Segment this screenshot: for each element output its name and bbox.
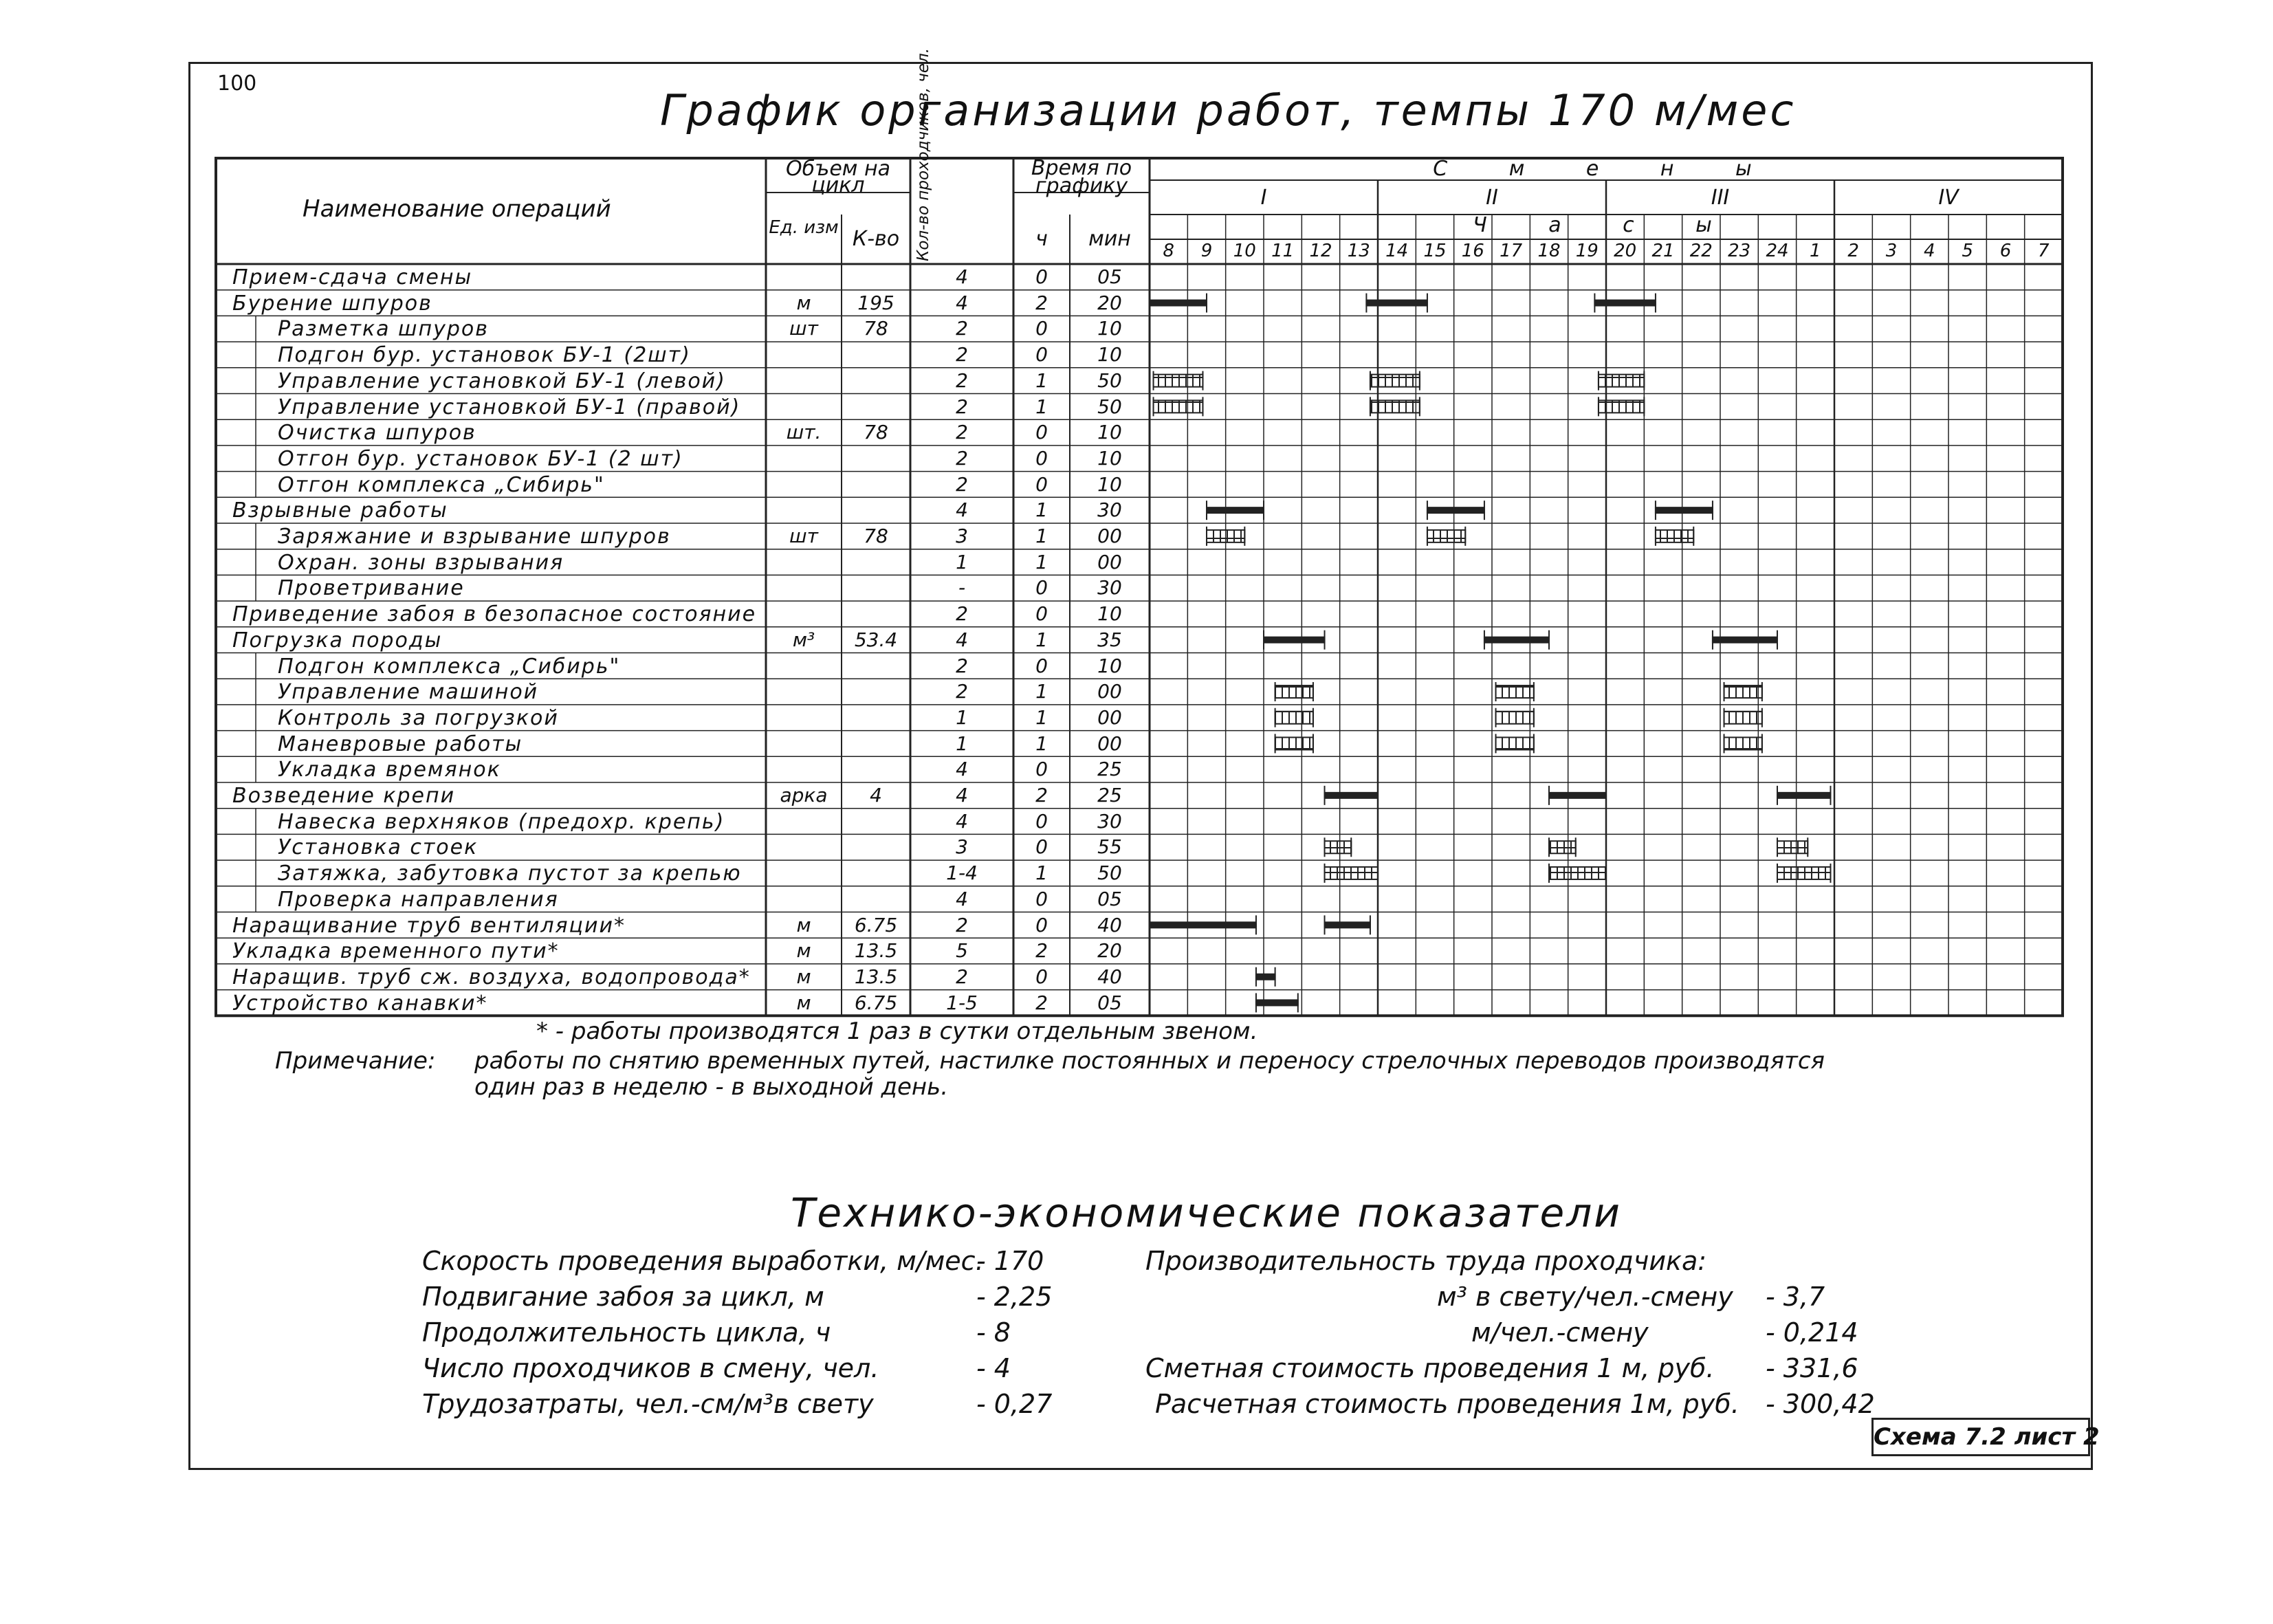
row-workers: 4 [956, 265, 968, 288]
operation-name: Маневровые работы [278, 732, 523, 756]
row-minutes: 00 [1097, 680, 1122, 703]
operation-name: Проверка направления [278, 887, 559, 912]
indicator-value: - 170 [976, 1246, 1044, 1276]
row-workers: 4 [956, 887, 968, 910]
indicator-label: Число проходчиков в смену, чел. [422, 1353, 879, 1383]
operation-name: Приведение забоя в безопасное состояние [232, 602, 757, 627]
row-minutes: 30 [1097, 498, 1122, 522]
operation-name: Подгон бур. установок БУ-1 (2шт) [278, 343, 691, 368]
operation-name: Наращивание труб вентиляции* [232, 913, 626, 938]
row-workers: 4 [956, 628, 968, 651]
schedule-bar-hatched [1207, 530, 1244, 542]
operation-name: Охран. зоны взрывания [278, 550, 564, 575]
row-workers: 2 [956, 395, 968, 418]
schedule-bar [1427, 507, 1484, 513]
schedule-bar [1264, 637, 1325, 643]
indicator-value: - 2,25 [976, 1282, 1053, 1312]
row-workers: 2 [956, 421, 968, 444]
row-hours: 0 [1035, 317, 1048, 340]
row-hours: 0 [1035, 809, 1048, 833]
hour-label: 8 [1163, 241, 1174, 261]
operation-name: Укладка временного пути* [232, 939, 560, 964]
row-qty: 78 [864, 525, 888, 547]
schedule-bar [1484, 637, 1549, 643]
row-workers: 1 [956, 550, 968, 573]
row-hours: 0 [1035, 887, 1048, 910]
minutes-header: мин [1088, 227, 1131, 251]
schedule-bar [1256, 974, 1275, 980]
schedule-bar-hatched [1496, 712, 1534, 724]
indicator-label: Расчетная стоимость проведения 1м, руб. [1155, 1389, 1739, 1419]
row-hours: 1 [1035, 395, 1048, 418]
row-workers: 2 [956, 369, 968, 392]
schedule-bar-hatched [1724, 685, 1762, 698]
operation-name: Подгон комплекса „Сибирь" [278, 654, 621, 679]
row-hours: 1 [1035, 680, 1048, 703]
schedule-bar [1207, 507, 1264, 513]
row-minutes: 05 [1097, 991, 1122, 1014]
row-minutes: 10 [1097, 472, 1122, 496]
schedule-bar-hatched [1370, 375, 1420, 387]
row-minutes: 10 [1097, 602, 1122, 626]
operation-name: Управление установкой БУ-1 (правой) [278, 395, 741, 419]
schedule-bar [1656, 507, 1713, 513]
schedule-bar-hatched [1724, 712, 1762, 724]
operation-name: Проветривание [278, 576, 465, 601]
row-workers: 2 [956, 680, 968, 703]
row-qty: 78 [864, 421, 888, 444]
operation-name: Контроль за погрузкой [278, 705, 559, 730]
schedule-bar-hatched [1427, 530, 1465, 542]
workers-header: Кол-во проходчиков, чел. [914, 47, 932, 261]
row-minutes: 40 [1097, 913, 1122, 936]
row-minutes: 50 [1097, 862, 1122, 885]
hour-label: 13 [1347, 241, 1370, 261]
row-hours: 0 [1035, 265, 1048, 288]
row-minutes: 10 [1097, 317, 1122, 340]
operation-name: Возведение крепи [232, 784, 456, 808]
operation-name: Бурение шпуров [232, 291, 432, 316]
operation-name: Заряжание и взрывание шпуров [278, 525, 671, 549]
row-workers: 2 [956, 343, 968, 366]
row-minutes: 25 [1097, 758, 1122, 781]
row-hours: 0 [1035, 835, 1048, 859]
row-qty: 195 [857, 291, 894, 314]
operation-name: Укладка времянок [278, 758, 501, 782]
row-minutes: 30 [1097, 576, 1122, 600]
shift-label: II [1486, 186, 1498, 210]
row-qty: 13.5 [854, 965, 898, 988]
indicator-label: Подвигание забоя за цикл, м [422, 1282, 824, 1312]
schedule-bar-hatched [1777, 867, 1830, 879]
row-unit: шт [789, 525, 818, 547]
row-workers: 4 [956, 809, 968, 833]
schedule-bar [1150, 300, 1207, 306]
row-workers: - [958, 576, 966, 600]
operation-name: Устройство канавки* [232, 991, 488, 1016]
volume-header: Объем на цикл [786, 157, 890, 197]
schedule-bar [1150, 922, 1256, 928]
row-hours: 1 [1035, 705, 1048, 729]
row-minutes: 10 [1097, 343, 1122, 366]
hour-label: 1 [1810, 241, 1821, 261]
operation-name: Очистка шпуров [278, 421, 476, 446]
row-hours: 0 [1035, 913, 1048, 936]
hours-header: ч [1035, 227, 1048, 251]
schedule-bar [1256, 1000, 1298, 1005]
row-hours: 0 [1035, 576, 1048, 600]
indicator-label: м/чел.-смену [1471, 1317, 1649, 1348]
hour-label: 19 [1575, 241, 1599, 261]
row-hours: 2 [1035, 291, 1048, 314]
row-hours: 1 [1035, 369, 1048, 392]
row-hours: 2 [1035, 784, 1048, 806]
row-minutes: 10 [1097, 654, 1122, 677]
hour-label: 20 [1614, 241, 1637, 261]
hour-label: 23 [1728, 241, 1751, 261]
row-minutes: 00 [1097, 525, 1122, 547]
schedule-bar [1366, 300, 1427, 306]
row-unit: м³ [792, 628, 815, 651]
hour-label: 22 [1689, 241, 1713, 261]
row-workers: 4 [956, 291, 968, 314]
row-minutes: 50 [1097, 369, 1122, 392]
schedule-bar-hatched [1154, 400, 1203, 413]
row-workers: 1 [956, 732, 968, 755]
operation-name: Управление машиной [278, 680, 539, 705]
hour-label: 9 [1200, 241, 1213, 261]
shift-label: I [1260, 186, 1267, 210]
row-unit: м [796, 965, 811, 988]
shifts-title: С м е н ы [1433, 157, 1779, 181]
schedule-bar-hatched [1599, 400, 1644, 413]
footnote: * - работы производятся 1 раз в сутки отдельным звеном. [536, 1018, 1258, 1045]
row-hours: 0 [1035, 758, 1048, 781]
page-number: 100 [217, 72, 257, 96]
indicator-right-title: Производительность труда проходчика: [1145, 1246, 1707, 1276]
schedule-bar-hatched [1549, 867, 1606, 879]
schedule-bar-hatched [1370, 400, 1420, 413]
operation-name: Управление установкой БУ-1 (левой) [278, 369, 726, 393]
row-workers: 3 [956, 835, 968, 859]
operation-name: Наращив. труб сж. воздуха, водопровода* [232, 965, 751, 989]
hour-label: 3 [1885, 241, 1898, 261]
row-unit: шт [789, 317, 818, 340]
qty-header: К-во [852, 227, 900, 251]
row-minutes: 20 [1097, 939, 1122, 963]
schedule-bar-hatched [1599, 375, 1644, 387]
row-minutes: 05 [1097, 265, 1122, 288]
schedule-bar [1325, 922, 1370, 928]
row-hours: 0 [1035, 421, 1048, 444]
row-minutes: 25 [1097, 784, 1122, 806]
hour-label: 11 [1271, 241, 1295, 261]
indicator-value: - 3,7 [1766, 1282, 1825, 1312]
row-unit: м [796, 939, 811, 963]
row-unit: арка [780, 784, 828, 806]
operation-header: Наименование операций [303, 195, 611, 223]
chart-title: График организации работ, темпы 170 м/мес [660, 85, 1797, 135]
row-workers: 1-5 [946, 991, 978, 1014]
hour-label: 21 [1651, 241, 1675, 261]
row-hours: 1 [1035, 628, 1048, 651]
schedule-bar-hatched [1325, 841, 1352, 853]
hour-label: 24 [1766, 241, 1789, 261]
schedule-bar [1594, 300, 1656, 306]
row-hours: 0 [1035, 343, 1048, 366]
schedule-bar-hatched [1777, 841, 1808, 853]
row-unit: м [796, 291, 811, 314]
schedule-bar-hatched [1496, 737, 1534, 749]
drawing-stamp: Схема 7.2 лист 2 [1871, 1418, 2090, 1456]
hour-label: 16 [1461, 241, 1484, 261]
schedule-bar-hatched [1724, 737, 1762, 749]
row-qty: 4 [870, 784, 882, 806]
row-workers: 2 [956, 913, 968, 936]
row-hours: 1 [1035, 550, 1048, 573]
schedule-bar-hatched [1325, 867, 1378, 879]
row-hours: 2 [1035, 991, 1048, 1014]
row-hours: 0 [1035, 654, 1048, 677]
hour-label: 7 [2038, 241, 2050, 261]
row-workers: 1-4 [946, 862, 978, 885]
row-hours: 1 [1035, 862, 1048, 885]
hour-label: 17 [1500, 241, 1523, 261]
hour-label: 14 [1385, 241, 1409, 261]
row-hours: 1 [1035, 498, 1048, 522]
operation-name: Навеска верхняков (предохр. крепь) [278, 809, 725, 834]
row-unit: м [796, 913, 811, 936]
indicator-value: - 4 [976, 1353, 1011, 1383]
indicator-label: Скорость проведения выработки, м/мес. [422, 1246, 984, 1276]
row-workers: 4 [956, 758, 968, 781]
tech-title: Технико-экономические показатели [791, 1189, 1622, 1236]
indicator-label: Сметная стоимость проведения 1 м, руб. [1145, 1353, 1715, 1383]
row-minutes: 00 [1097, 732, 1122, 755]
hours-title: Ч а с ы [1473, 213, 1739, 237]
row-workers: 2 [956, 602, 968, 626]
schedule-bar [1713, 637, 1777, 643]
indicator-label: Продолжительность цикла, ч [422, 1317, 831, 1348]
row-hours: 0 [1035, 965, 1048, 988]
operation-name: Взрывные работы [232, 498, 448, 523]
indicator-value: - 331,6 [1766, 1353, 1858, 1383]
row-workers: 2 [956, 446, 968, 470]
schedule-bar [1777, 793, 1830, 798]
row-workers: 4 [956, 784, 968, 806]
row-minutes: 05 [1097, 887, 1122, 910]
row-qty: 6.75 [854, 991, 898, 1014]
row-unit: м [796, 991, 811, 1014]
row-unit: шт. [786, 421, 822, 444]
row-workers: 2 [956, 654, 968, 677]
indicator-value: - 0,214 [1766, 1317, 1858, 1348]
row-minutes: 00 [1097, 705, 1122, 729]
hour-label: 5 [1962, 241, 1973, 261]
row-hours: 2 [1035, 939, 1048, 963]
hour-label: 15 [1423, 241, 1447, 261]
operation-name: Затяжка, забутовка пустот за крепью [278, 862, 742, 886]
hour-label: 18 [1537, 241, 1561, 261]
operation-name: Установка стоек [278, 835, 479, 860]
schedule-bar-hatched [1496, 685, 1534, 698]
row-hours: 0 [1035, 602, 1048, 626]
schedule-bar-hatched [1275, 737, 1313, 749]
schedule-bar [1325, 793, 1378, 798]
hour-label: 10 [1233, 241, 1256, 261]
row-minutes: 10 [1097, 446, 1122, 470]
indicator-label: м³ в свету/чел.-смену [1437, 1282, 1733, 1312]
row-workers: 5 [956, 939, 968, 963]
note-line-2: один раз в неделю - в выходной день. [474, 1073, 948, 1101]
row-workers: 1 [956, 705, 968, 729]
schedule-bar-hatched [1154, 375, 1203, 387]
row-minutes: 30 [1097, 809, 1122, 833]
row-hours: 1 [1035, 525, 1048, 547]
row-qty: 13.5 [854, 939, 898, 963]
row-minutes: 40 [1097, 965, 1122, 988]
row-qty: 6.75 [854, 913, 898, 936]
row-minutes: 50 [1097, 395, 1122, 418]
schedule-bar-hatched [1275, 712, 1313, 724]
indicator-value: - 8 [976, 1317, 1011, 1348]
shift-label: IV [1938, 186, 1959, 210]
row-hours: 0 [1035, 472, 1048, 496]
hour-label: 2 [1847, 241, 1859, 261]
row-minutes: 10 [1097, 421, 1122, 444]
time-header: Время по графику [1031, 156, 1132, 198]
hour-label: 6 [1999, 241, 2012, 261]
schedule-bar-hatched [1275, 685, 1313, 698]
row-hours: 1 [1035, 732, 1048, 755]
row-workers: 2 [956, 965, 968, 988]
row-workers: 4 [956, 498, 968, 522]
row-minutes: 35 [1097, 628, 1122, 651]
indicator-value: - 300,42 [1766, 1389, 1875, 1419]
indicator-label: Трудозатраты, чел.-см/м³в свету [422, 1389, 874, 1419]
row-qty: 78 [864, 317, 888, 340]
schedule-bar-hatched [1549, 841, 1576, 853]
row-workers: 2 [956, 317, 968, 340]
row-qty: 53.4 [854, 628, 898, 651]
row-minutes: 20 [1097, 291, 1122, 314]
row-workers: 2 [956, 472, 968, 496]
indicator-value: - 0,27 [976, 1389, 1053, 1419]
row-workers: 3 [956, 525, 968, 547]
row-minutes: 55 [1097, 835, 1122, 859]
hour-label: 12 [1309, 241, 1332, 261]
operation-name: Разметка шпуров [278, 317, 489, 342]
unit-header: Ед. изм [769, 217, 839, 238]
row-hours: 0 [1035, 446, 1048, 470]
operation-name: Отгон комплекса „Сибирь" [278, 472, 605, 497]
note-line-1: работы по снятию временных путей, настилке постоянных и переносу стрелочных переводов производятся [474, 1047, 1825, 1075]
schedule-bar [1549, 793, 1606, 798]
schedule-bar-hatched [1656, 530, 1693, 542]
operation-name: Погрузка породы [232, 628, 443, 652]
operation-name: Прием-сдача смены [232, 265, 473, 289]
shift-label: III [1711, 186, 1730, 210]
row-minutes: 00 [1097, 550, 1122, 573]
operation-name: Отгон бур. установок БУ-1 (2 шт) [278, 446, 683, 471]
hour-label: 4 [1924, 241, 1935, 261]
note-label: Примечание: [275, 1047, 436, 1075]
